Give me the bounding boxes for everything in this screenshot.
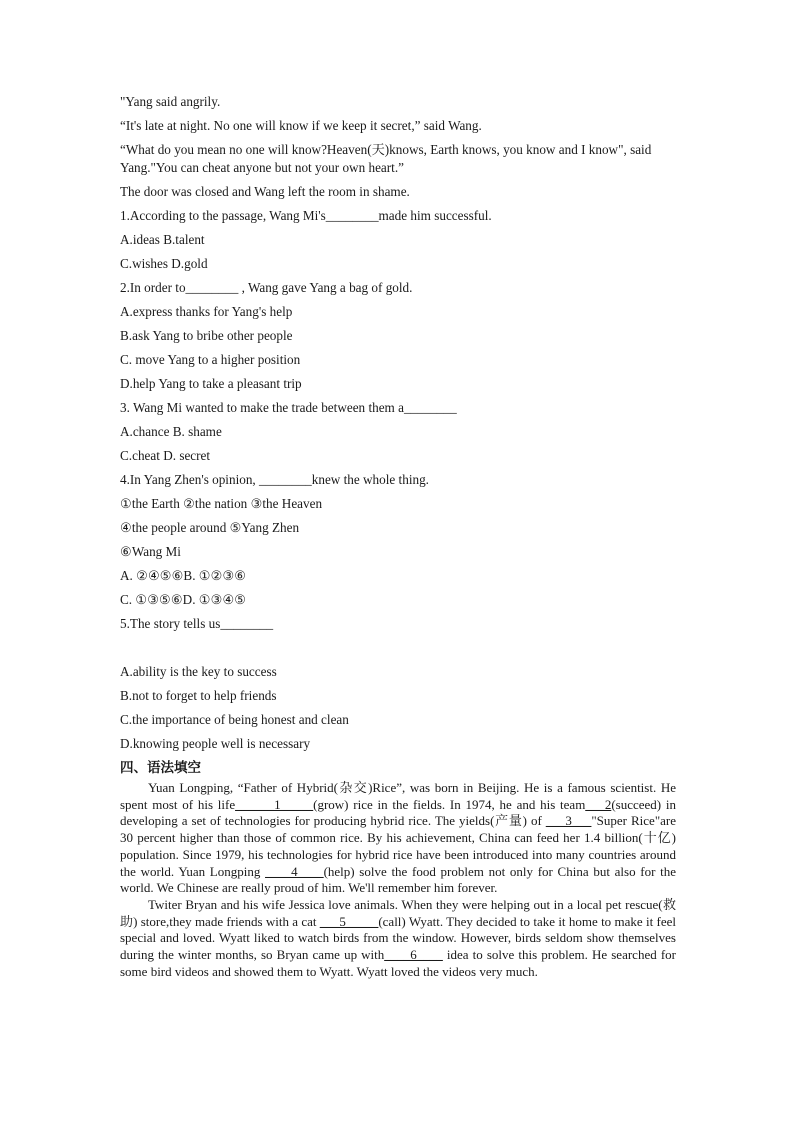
passage-text: (succeed) in developing a set of technologies for producing hybrid rice. The yields(产量) of [120, 796, 676, 829]
blank-4: ____4____ [265, 863, 324, 879]
passage-text: (call) Wyatt. They decided to take it home to make it feel special and loved. Wyatt liked to watch birds from the window. However, birds seldom show themselves during the winter months, so Bryan came up with [120, 913, 676, 963]
question-4-items: ①the Earth ②the nation ③the Heaven [120, 496, 323, 511]
passage-paragraph [120, 780, 676, 897]
question-3-options: C.cheat D. secret [120, 448, 211, 463]
question-2-option-c: C. move Yang to a higher position [120, 352, 301, 367]
story-line: “It's late at night. No one will know if we keep it secret,” said Wang. [120, 118, 482, 133]
passage-text: idea to solve this problem. He searched for some bird videos and showed them to Wyatt. Wyatt loved the videos very much. [120, 947, 676, 979]
question-3-options: A.chance B. shame [120, 424, 222, 439]
blank-2: ___2 [585, 796, 612, 812]
question-2-option-a: A.express thanks for Yang's help [120, 304, 293, 319]
blank-5: ___5_____ [319, 913, 379, 929]
passage-text: (help) solve the food problem not only for China but also for the world. We Chinese are really proud of him. We'll remember him forever. [120, 863, 677, 896]
question-1-options: A.ideas B.talent [120, 232, 205, 247]
blank-1: ______1_____ [235, 796, 314, 812]
question-4-items: ④the people around ⑤Yang Zhen [120, 520, 300, 535]
question-2-option-d: D.help Yang to take a pleasant trip [120, 376, 302, 391]
question-5-option-b: B.not to forget to help friends [120, 688, 277, 703]
question-4: 4.In Yang Zhen's opinion, ________knew the whole thing. [120, 472, 429, 487]
story-line: "Yang said angrily. [120, 94, 221, 109]
passage-text: (grow) rice in the fields. In 1974, he and his team [313, 796, 586, 812]
question-3: 3. Wang Mi wanted to make the trade between them a________ [120, 400, 457, 415]
question-5: 5.The story tells us________ [120, 616, 274, 631]
question-1-options: C.wishes D.gold [120, 256, 208, 271]
question-4-options: A. ②④⑤⑥B. ①②③⑥ [120, 568, 247, 583]
question-4-options: C. ①③⑤⑥D. ①③④⑤ [120, 592, 247, 607]
story-line: The door was closed and Wang left the room in shame. [120, 184, 410, 199]
blank-6: ____6____ [384, 947, 443, 963]
question-4-items: ⑥Wang Mi [120, 544, 181, 559]
passage-text: Yuan Longping, “Father of Hybrid(杂交)Rice”, was born in Beijing. He is a famous scientist. He spent most of his life [120, 780, 676, 812]
question-1: 1.According to the passage, Wang Mi's________made him successful. [120, 208, 492, 223]
section-heading: 四、语法填空 [120, 760, 201, 776]
question-2-option-b: B.ask Yang to bribe other people [120, 328, 293, 343]
passage-paragraph [120, 897, 676, 981]
question-5-option-a: A.ability is the key to success [120, 664, 277, 679]
blank-3: ___3___ [545, 813, 592, 829]
question-5-option-d: D.knowing people well is necessary [120, 736, 311, 751]
passage-text: Twiter Bryan and his wife Jessica love animals. When they were helping out in a local pet rescue(救助) store,they made friends with a cat [120, 896, 676, 929]
question-5-option-c: C.the importance of being honest and clean [120, 712, 349, 727]
question-2: 2.In order to________ , Wang gave Yang a bag of gold. [120, 280, 413, 295]
spacer [120, 639, 676, 663]
document-content [120, 93, 676, 980]
passage-text: "Super Rice"are 30 percent higher than those of common rice. By his achievement, China can feed her 1.4 billion(十亿) population. Since 1979, his technologies for hybrid rice have been introduced into many countries around the world. Yuan Longping [120, 813, 676, 879]
story-line: “What do you mean no one will know?Heaven(天)knows, Earth knows, you know and I know", said Yang."You can cheat anyone but not your own heart.” [120, 142, 652, 175]
